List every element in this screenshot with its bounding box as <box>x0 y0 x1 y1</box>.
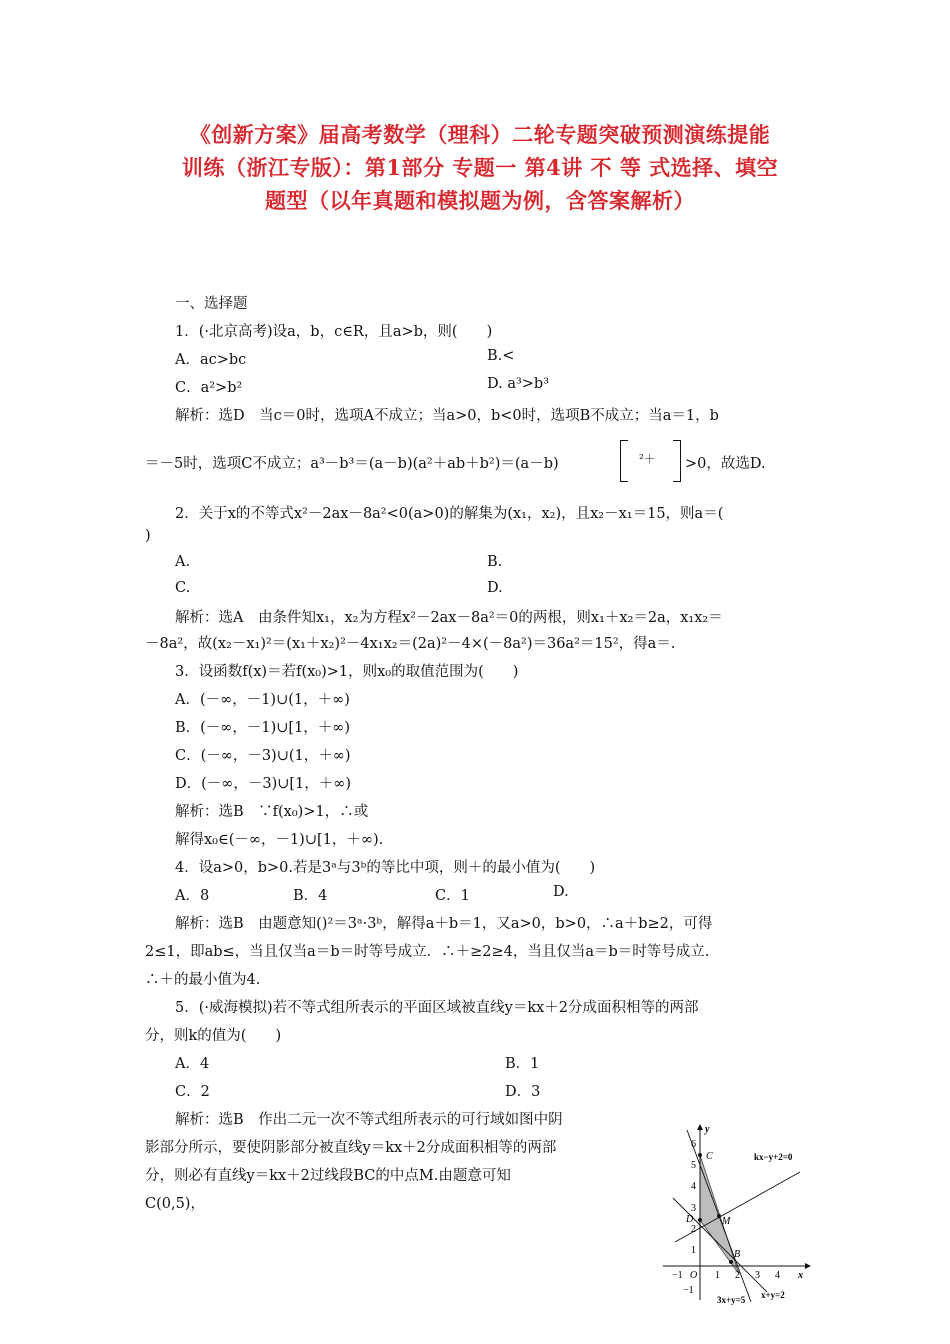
title-line-3: 题型（以年真题和模拟题为例，含答案解析） <box>265 188 695 213</box>
q2-option-c: C. <box>175 580 191 596</box>
y-tick-label: 2 <box>691 1224 696 1235</box>
point-d-label: D <box>686 1214 694 1225</box>
point-m-label: M <box>722 1216 731 1227</box>
y-axis-label: y <box>705 1124 710 1135</box>
x-tick-label: −1 <box>672 1270 683 1281</box>
q5-solution-line-1: 解析：选B 作出二元一次不等式组所表示的可行域如图中阴 <box>175 1112 563 1128</box>
q4-option-c: C．1 <box>435 888 470 904</box>
q4-option-a: A．8 <box>175 888 210 904</box>
y-tick-label: 1 <box>691 1245 696 1256</box>
x-tick-label: 2 <box>735 1270 740 1281</box>
q4-option-d: D. <box>553 884 569 900</box>
x-tick-label: 1 <box>715 1270 720 1281</box>
q3-option-a: A．(－∞，－1)∪(1，＋∞) <box>175 692 350 708</box>
point-m-dot <box>717 1214 721 1218</box>
line-xy-label: x+y=2 <box>761 1290 785 1300</box>
y-tick-label: 3 <box>691 1203 696 1214</box>
q2-option-b: B. <box>487 554 503 570</box>
point-d-dot <box>698 1218 702 1222</box>
x-tick-label: 3 <box>755 1270 760 1281</box>
y-tick-label: 4 <box>691 1181 696 1192</box>
q3-option-d: D．(－∞，－3)∪[1，＋∞) <box>175 776 352 792</box>
x-axis-arrow-icon <box>805 1263 811 1269</box>
q1-option-a: A．ac>bc <box>175 352 247 368</box>
q1-solution-line-2-end: >0，故选D. <box>685 456 766 472</box>
q4-option-b: B．4 <box>293 888 328 904</box>
title-line-1: 《创新方案》届高考数学（理科）二轮专题突破预测演练提能 <box>189 122 771 147</box>
y-tick-label: −1 <box>683 1285 694 1296</box>
y-tick-label: 6 <box>691 1139 696 1150</box>
q3-solution-line-2: 解得x₀∈(－∞，－1)∪[1，＋∞). <box>175 832 384 848</box>
q5-solution-line-4: C(0,5)， <box>145 1196 205 1212</box>
q2-solution-line-2: －8a²，故(x₂－x₁)²＝(x₁＋x₂)²－4x₁x₂＝(2a)²－4×(－8a²)＝36a²＝15²，得a＝. <box>145 636 676 652</box>
q1-option-c: C．a²>b² <box>175 380 243 396</box>
q3-option-b: B．(－∞，－1)∪[1，＋∞) <box>175 720 351 736</box>
q2-option-d: D. <box>487 580 503 596</box>
q4-solution-line-2: 2≤1，即ab≤，当且仅当a＝b＝时等号成立．∴＋≥2≥4，当且仅当a＝b＝时等号成立. <box>145 944 710 960</box>
q3-stem: 3．设函数f(x)＝若f(x₀)>1，则x₀的取值范围为( ) <box>175 664 519 680</box>
q5-option-c: C．2 <box>175 1084 210 1100</box>
origin-label: O <box>690 1270 698 1281</box>
q5-option-a: A．4 <box>175 1056 210 1072</box>
q1-stem: 1．(·北京高考)设a，b，c∈R，且a>b，则( ) <box>175 324 493 340</box>
q2-solution-line-1: 解析：选A 由条件知x₁，x₂为方程x²－2ax－8a²＝0的两根，则x₁＋x₂＝2a，x₁x₂＝ <box>175 610 723 626</box>
x-tick-label: 4 <box>775 1270 780 1281</box>
q1-solution-bracket-content: ²＋ <box>639 452 656 466</box>
q5-solution-line-3: 分，则必有直线y＝kx＋2过线段BC的中点M.由题意可知 <box>145 1168 511 1184</box>
left-bracket <box>620 440 628 482</box>
point-b-label: B <box>734 1249 741 1260</box>
y-tick-label: 5 <box>691 1160 696 1171</box>
q4-solution-line-1: 解析：选B 由题意知()²＝3ᵃ·3ᵇ，解得a＋b＝1，又a>0，b>0，∴a＋b≥2，可得 <box>175 916 713 932</box>
q5-stem-line-1: 5．(·威海模拟)若不等式组所表示的平面区域被直线y＝kx＋2分成面积相等的两部 <box>175 1000 699 1016</box>
q5-option-d: D．3 <box>505 1084 541 1100</box>
feasible-region-figure <box>655 1120 815 1310</box>
right-bracket <box>673 440 681 482</box>
section-heading: 一、选择题 <box>175 296 248 312</box>
title-line-2: 训练（浙江专版）：第1部分 专题一 第4讲 不 等 式选择、填空 <box>181 155 779 180</box>
q1-solution-line-1: 解析：选D 当c＝0时，选项A不成立；当a>0，b<0时，选项B不成立；当a＝1，b <box>175 408 719 424</box>
q3-solution-line-1: 解析：选B ∵f(x₀)>1，∴或 <box>175 804 369 820</box>
line-3x-label: 3x+y=5 <box>717 1295 746 1305</box>
y-axis-arrow-icon <box>697 1124 703 1130</box>
q2-option-a: A. <box>175 554 191 570</box>
point-b-dot <box>729 1260 733 1264</box>
q5-stem-line-2: 分，则k的值为( ) <box>145 1028 282 1044</box>
q4-stem: 4．设a>0，b>0.若是3ᵃ与3ᵇ的等比中项，则＋的最小值为( ) <box>175 860 596 876</box>
q3-option-c: C．(－∞，－3)∪(1，＋∞) <box>175 748 351 764</box>
q1-option-d: D. a³>b³ <box>487 376 550 392</box>
point-c-label: C <box>706 1151 713 1162</box>
q5-option-b: B．1 <box>505 1056 540 1072</box>
document-title <box>145 118 815 217</box>
q1-option-b: B.< <box>487 348 515 364</box>
q2-stem-line-2: ) <box>145 528 151 544</box>
q4-solution-line-3: ∴＋的最小值为4. <box>145 972 261 988</box>
point-c-dot <box>698 1153 702 1157</box>
q2-stem-line-1: 2．关于x的不等式x²－2ax－8a²<0(a>0)的解集为(x₁，x₂)，且x₂－x₁＝15，则a＝( <box>175 506 724 522</box>
line-x-plus-y-2 <box>673 1198 767 1292</box>
q1-solution-line-2: ＝－5时，选项C不成立；a³－b³＝(a－b)(a²＋ab＋b²)＝(a－b) <box>145 456 559 472</box>
line-k-label: kx−y+2=0 <box>754 1152 793 1162</box>
q5-solution-line-2: 影部分所示，要使阴影部分被直线y＝kx＋2分成面积相等的两部 <box>145 1140 557 1156</box>
x-axis-label: x <box>798 1270 803 1281</box>
